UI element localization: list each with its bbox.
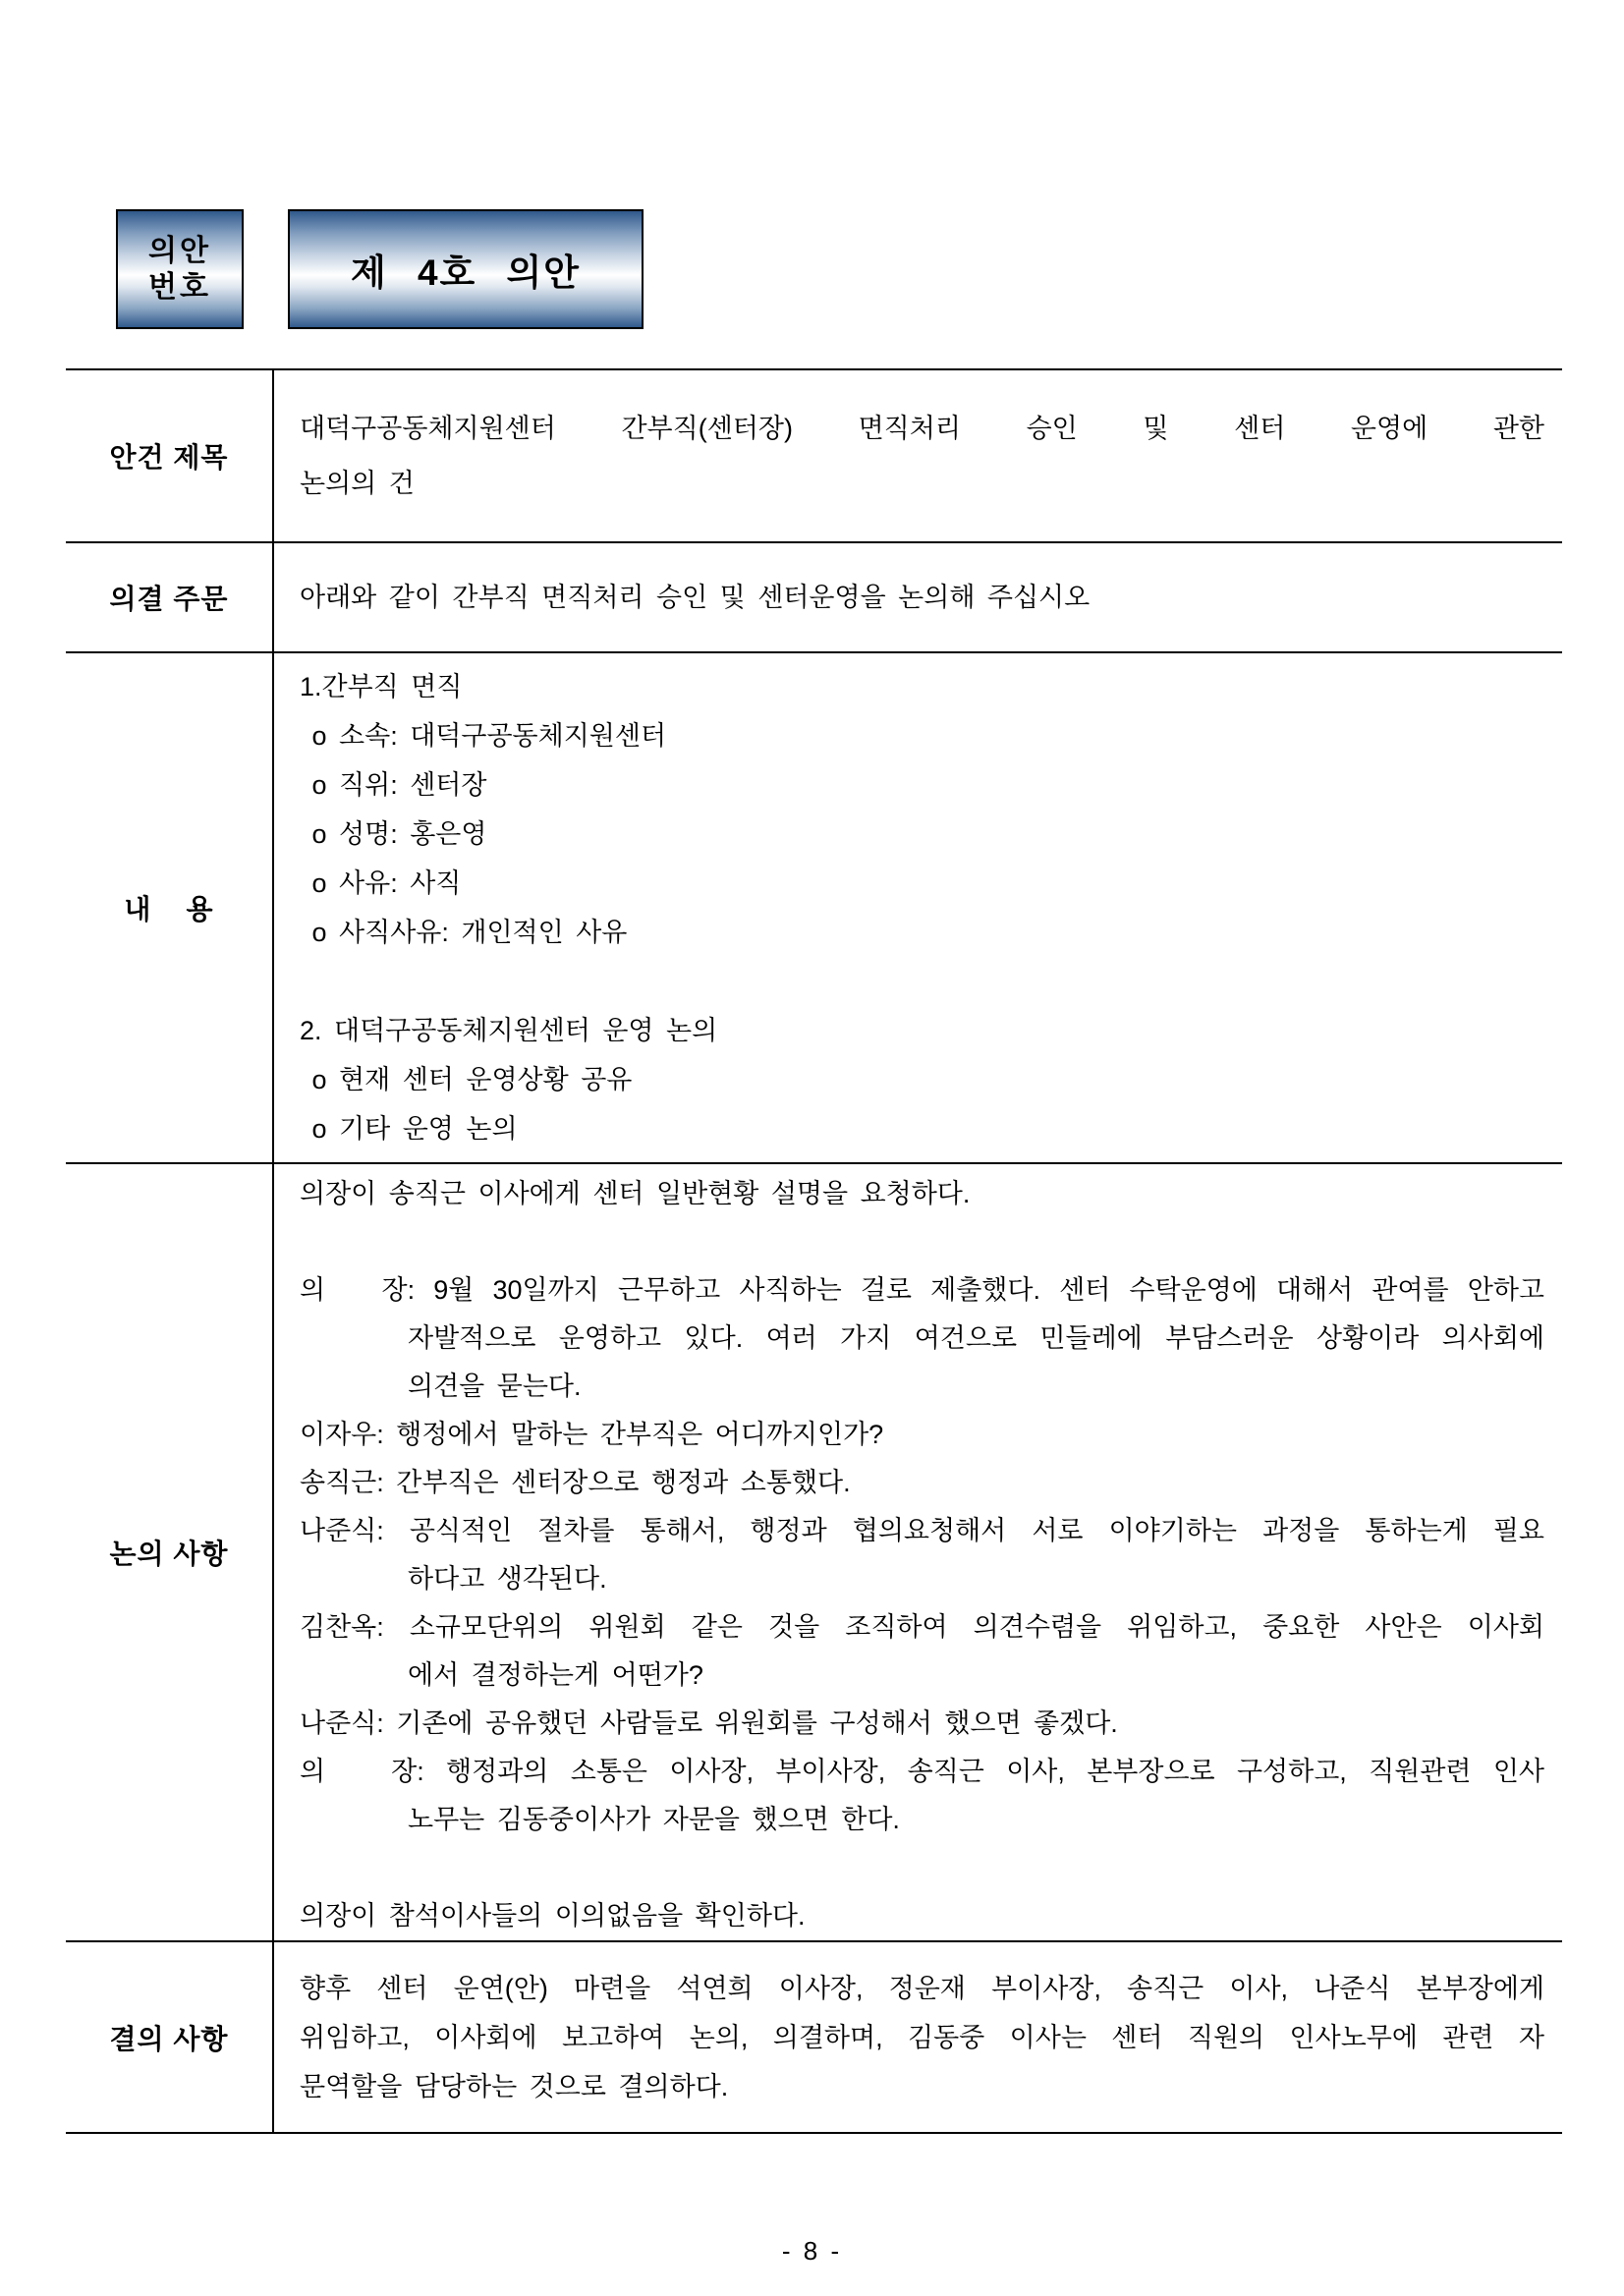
text-line: 2. 대덕구공동체지원센터 운영 논의 (300, 1016, 718, 1045)
row-content-discussion (274, 1164, 1562, 1940)
agenda-title-text: 제 4호 의안 (350, 252, 582, 293)
table-row-decision-text (66, 543, 1562, 653)
text-line: 노무는 김동중이사가 자문을 했으면 한다. (408, 1805, 900, 1834)
text-line: 의장이 송직근 이사에게 센터 일반현황 설명을 요청하다. (300, 1179, 971, 1208)
text-line: o 직위: 센터장 (300, 770, 487, 800)
text-line: 나준식: 공식적인 절차를 통해서, 행정과 협의요청해서 서로 이야기하는 과정을 통하는게 필요 (300, 1516, 1544, 1545)
agenda-title-box (288, 209, 644, 329)
text-line: 논의의 건 (300, 469, 415, 498)
table-row-discussion (66, 1164, 1562, 1942)
page-number: - 8 - (781, 2236, 843, 2266)
text-line: o 성명: 홍은영 (300, 819, 487, 849)
row-label-decision-text: 의결 주문 (66, 543, 274, 651)
agenda-table (66, 368, 1562, 2134)
row-content-resolution (274, 1942, 1562, 2132)
text-line: 의견을 묻는다. (408, 1372, 582, 1401)
row-label-discussion: 논의 사항 (66, 1164, 274, 1940)
text-line: 위임하고, 이사회에 보고하여 논의, 의결하며, 김동중 이사는 센터 직원의 인사노무에 관련 자 (300, 2022, 1544, 2052)
agenda-number-label-box (116, 209, 244, 329)
text-line (300, 1844, 1544, 1892)
agenda-number-label-line2: 번호 (148, 271, 211, 304)
text-line: o 현재 센터 운영상황 공유 (300, 1065, 633, 1094)
text-line: o 기타 운영 논의 (300, 1114, 518, 1144)
text-line: 의 장: 9월 30일까지 근무하고 사직하는 걸로 제출했다. 센터 수탁운영에 대해서 관여를 안하고 (300, 1275, 1544, 1305)
text-line: 대덕구공동체지원센터 간부직(센터장) 면직처리 승인 및 센터 운영에 관한 (300, 414, 1544, 443)
row-content-agenda-title (274, 370, 1562, 541)
text-line: 에서 결정하는게 어떤가? (408, 1660, 703, 1690)
row-label-resolution: 결의 사항 (66, 1942, 274, 2132)
text-line: 아래와 같이 간부직 면직처리 승인 및 센터운영을 논의해 주십시오 (300, 583, 1091, 612)
text-line: 하다고 생각된다. (408, 1564, 607, 1594)
text-line: 자발적으로 운영하고 있다. 여러 가지 여건으로 민들레에 부담스러운 상황이라 의사회에 (408, 1323, 1544, 1353)
text-line: 나준식: 기존에 공유했던 사람들로 위원회를 구성해서 했으면 좋겠다. (300, 1708, 1118, 1738)
table-row-content (66, 653, 1562, 1164)
agenda-number-label-line1: 의안 (148, 235, 211, 267)
row-label-agenda-title: 안건 제목 (66, 370, 274, 541)
agenda-number-banner (116, 209, 644, 329)
table-row-agenda-title (66, 370, 1562, 543)
banner-gap (244, 209, 288, 329)
row-label-content: 내 용 (66, 653, 274, 1162)
text-line: 김찬옥: 소규모단위의 위원회 같은 것을 조직하여 의견수렴을 위임하고, 중요한 사안은 이사회 (300, 1612, 1544, 1642)
text-line: 송직근: 간부직은 센터장으로 행정과 소통했다. (300, 1468, 851, 1497)
row-content-content (274, 653, 1562, 1162)
text-line: o 사직사유: 개인적인 사유 (300, 918, 628, 947)
text-line: 문역할을 담당하는 것으로 결의하다. (300, 2071, 729, 2101)
row-content-decision-text (274, 543, 1562, 651)
text-line: 향후 센터 운연(안) 마련을 석연희 이사장, 정운재 부이사장, 송직근 이사, 나준식 본부장에게 (300, 1973, 1544, 2003)
text-line: 이자우: 행정에서 말하는 간부직은 어디까지인가? (300, 1420, 884, 1449)
text-line (300, 957, 1544, 1006)
text-line: 1.간부직 면직 (300, 672, 463, 701)
text-line: o 소속: 대덕구공동체지원센터 (300, 721, 667, 751)
text-line: o 사유: 사직 (300, 868, 462, 898)
table-row-resolution (66, 1942, 1562, 2134)
text-line: 의 장: 행정과의 소통은 이사장, 부이사장, 송직근 이사, 본부장으로 구성하고, 직원관련 인사 (300, 1757, 1544, 1786)
text-line (300, 1218, 1544, 1266)
text-line: 의장이 참석이사들의 이의없음을 확인하다. (300, 1901, 806, 1931)
